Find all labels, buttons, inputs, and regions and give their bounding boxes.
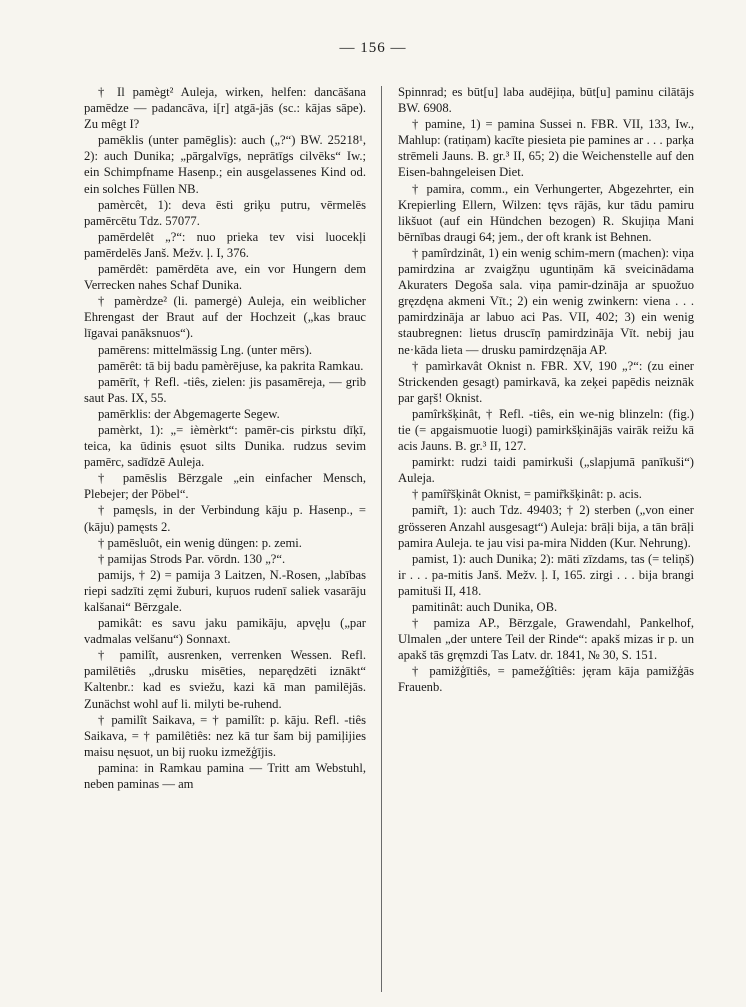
dictionary-entry: † pamine, 1) = pamina Sussei n. FBR. VII, 133, Iw., Mahlup: (ratiņam) kacīte piesieta pie pamines ar . . . parķa strēmeli Jauns. B. gr.³ II, 65; 2) die Weichenstelle auf den Eisen-bahngeleisen Diet.: [398, 117, 694, 180]
page-number: — 156 —: [339, 40, 407, 56]
dictionary-entry: † pamēslis Bērzgale „ein einfacher Mensch, Plebejer; der Pöbel“.: [84, 471, 366, 502]
dictionary-entry: † pamilît Saikava, = † pamilît: p. kāju. Refl. -tiês Saikava, = † pamilêtiês: nez kā tur šam bij pamiļijies maisu nęsuot, un bij ruoku izmežģījis.: [84, 712, 366, 759]
dictionary-entry: pamèrcêt, 1): deva ēsti griķu putru, vērmelēs pamērcētu Tdz. 57077.: [84, 197, 366, 228]
dictionary-entry: pamijs, † 2) = pamija 3 Laitzen, N.-Rosen, „labības riepi sadzīti zęmi žuburi, kuŗuos rudenī saliek vasarāju kalšanai“ Bērzgale.: [84, 567, 366, 614]
dictionary-entry: Spinnrad; es būt[u] laba audējiņa, būt[u] paminu cilātājs BW. 6908.: [398, 85, 694, 116]
dictionary-entry: pamist, 1): auch Dunika; 2): māti zīzdams, tas (= teliņš) ir . . . pa-mitis Janš. Mežv. ļ. I, 165. zirgi . . . bija brangi pamituši II, 418.: [398, 551, 694, 598]
dictionary-entry: pamērêt: tā bij badu pamèrējuse, ka pakrita Ramkau.: [98, 358, 364, 373]
dictionary-entry: pamitinât: auch Dunika, OB.: [412, 600, 558, 614]
dictionary-entry: † pamîr̃šķinât Oknist, = pamir̃kšķinât: p. acis.: [412, 487, 642, 502]
dictionary-entry: pamikât: es savu jaku pamikāju, apvęļu („par vadmalas velšanu“) Sonnaxt.: [84, 616, 366, 647]
dictionary-entry: pamērklis: der Abgemagerte Segew.: [98, 406, 280, 421]
dictionary-entry: pamērens: mittelmässig Lng. (unter mērs).: [98, 342, 313, 357]
dictionary-entry: † pamèrdze² (li. pamergė) Auleja, ein weiblicher Ehrengast der Braut auf der Hochzeit („kas brauc līgavai panāksnuos“).: [84, 294, 366, 341]
dictionary-entry: † pamijas Strods Par. vōrdn. 130 „?“.: [98, 551, 286, 566]
dictionary-entry: pamèrkt, 1): „= ièmèrkt“: pamēr-cis pirkstu dīķī, teica, ka ūdinis ęsuot silts Dunika. rudzus sevim pamērc, sadīdzē Auleja.: [84, 422, 366, 470]
dictionary-entry: pamirkt: rudzi taidi pamirkuši („slapjumā panīkuši“) Auleja.: [398, 455, 694, 486]
dictionary-entry: † pamiza AP., Bērzgale, Grawendahl, Pankelhof, Ulmalen „der untere Teil der Rinde“: apakš mizas ir p. un apakš tās gręmzdi Tas Latv. dr. 1841, № 30, S. 151.: [398, 616, 694, 663]
dictionary-entry: † Il pamègt² Auleja, wirken, helfen: dancāšana pamēdze — padancāva, i[r] atgā-jās (sc.: kājas sāpe). Zu mêgt I?: [84, 85, 366, 132]
left-column: [84, 84, 366, 792]
dictionary-entry: pamēklis (unter pamēglis): auch („?“) BW. 25218¹, 2): auch Dunika; „pārgalvīgs, neprātīgs cilvēks“ Iw.; ein Schimpfname Hasenp.; ein ausgelassenes Kind od. ein solches Füllen NB.: [84, 133, 366, 196]
dictionary-entry: † pamìrkavât Oknist n. FBR. XV, 190 „?“: (zu einer Strickenden gesagt) pamirkavā, ka zeķei papēdis neiznāk par gaŗš! Oknist.: [398, 358, 694, 405]
dictionary-entry: † pamîrdzinât, 1) ein wenig schim-mern (machen): viņa pamirdzina ar zvaigžņu uguntiņām kā sveicinādama Akuraters Degoša sala. viņa pamir-dzināja ar spuožuo gręzdęna akmeni Vīt.; 2) ein wenig zwinkern: viena . . . pamirdzināja ar labuo aci Pas. VII, 402; 3) ein wenig staubregnen: lietus druscīņ pamirdzināja Vīt. nebij jau ne·kāda lieta — drusku pamirdzęnāja AP.: [398, 245, 694, 357]
dictionary-entry: † pamižģītiês, = pamežģîtiês: jęram kāja pamižģās Frauenb.: [398, 664, 694, 695]
dictionary-entry: † pamęsls, in der Verbindung kāju p. Hasenp., = (kāju) pamęsts 2.: [84, 503, 366, 534]
dictionary-entry: † pamira, comm., ein Verhungerter, Abgezehrter, ein Krepierling Ellern, Wilzen: tęvs rājās, kur tādu pamiru likšuot (auf ein Hündchen bezogen) R. Skujiņa Mani bērnības draugi 64; jem., der oft krank ist Behnen.: [398, 181, 694, 244]
dictionary-entry: pamērdêt: pamērdēta ave, ein vor Hungern dem Verrecken nahes Schaf Dunika.: [84, 262, 366, 293]
dictionary-entry: pamîrkšķinât, † Refl. -tiês, ein we-nig blinzeln: (fig.) tie (= apgaismuotie luogi) pamirkšķinājās vairāk reižu kā acis Jauns. B. gr.³ II, 127.: [398, 406, 694, 454]
dictionary-entry: pamina: in Ramkau pamina — Tritt am Webstuhl, neben paminas — am: [84, 760, 366, 792]
dictionary-entry: † pamilît, ausrenken, verrenken Wessen. Refl. pamilētiês „drusku misēties, neparędzēti iznākt“ Kaltenbr.: kad es sviežu, kazi kā man pamilējās. Zunächst wohl auf li. milyti be-ruhend.: [84, 648, 366, 711]
dictionary-entry: pamērdelêt „?“: nuo prieka tev visi luocekļi pamērdelēs Janš. Mežv. ļ. I, 376.: [84, 229, 366, 260]
dictionary-entry: pamērīt, † Refl. -tiês, zielen: jis pasamēreja, — grib saut Pas. IX, 55.: [84, 374, 366, 405]
column-divider: [381, 86, 382, 992]
dictionary-entry: pamir̃t, 1): auch Tdz. 49403; † 2) sterben („von einer grösseren Anzahl ausgesagt“) Auleja: brāļi bija, a tān brāļi pamira Auleja. te jau visi pa-mira Nidden (Kur. Nehrung).: [398, 503, 694, 550]
dictionary-entry: † pamēsluôt, ein wenig düngen: p. zemi.: [98, 535, 302, 550]
right-column: [398, 84, 694, 696]
